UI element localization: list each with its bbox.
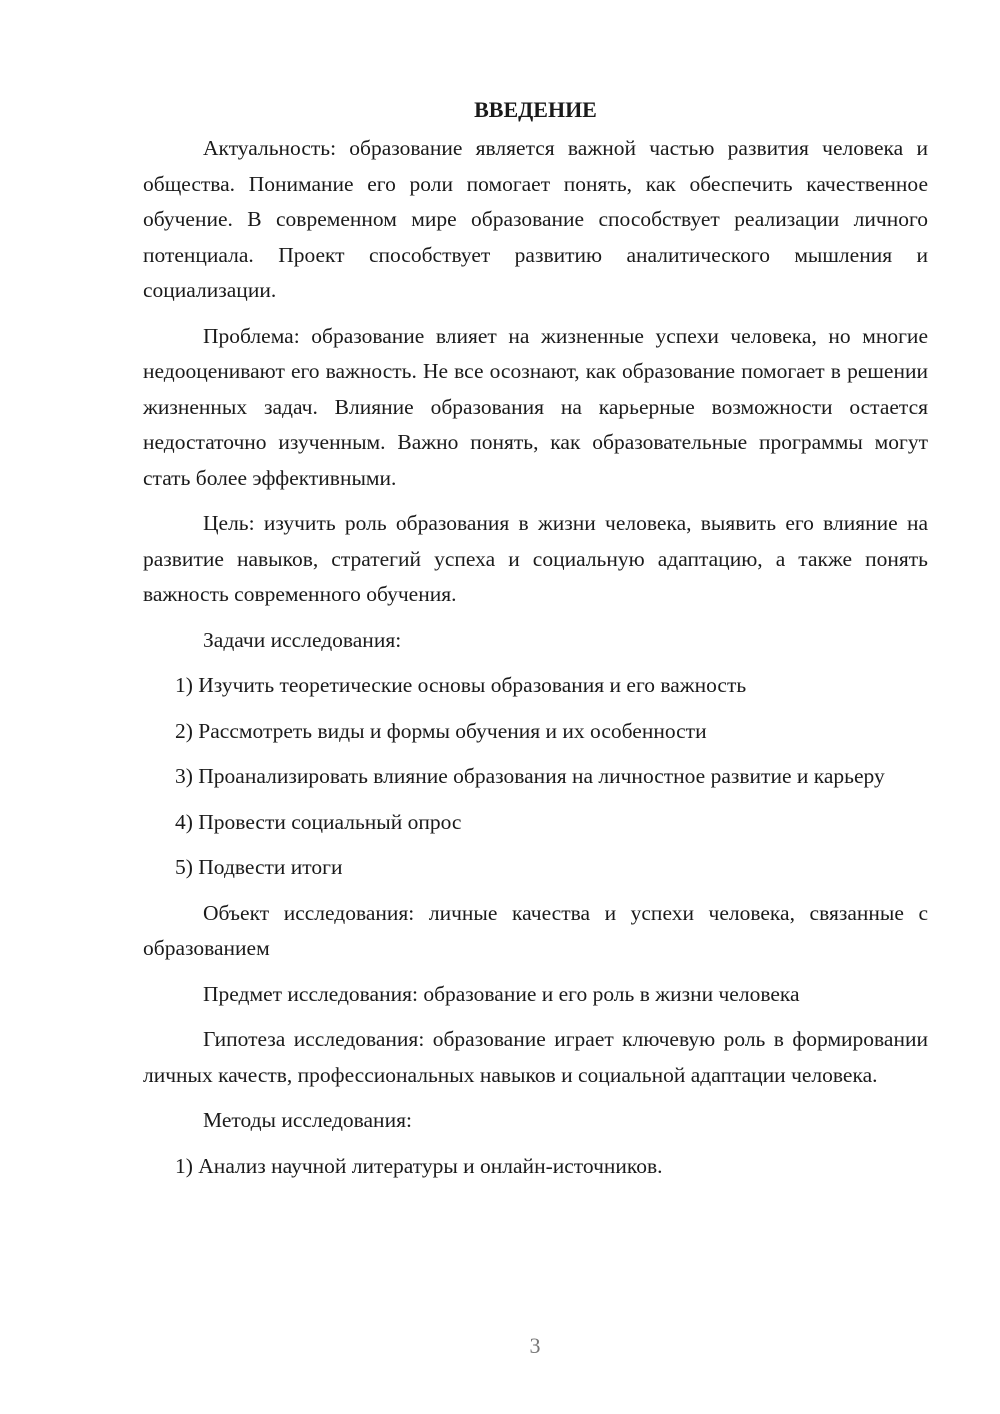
task-item: 1) Изучить теоретические основы образования и его важность	[175, 673, 747, 697]
methods-heading: Методы исследования:	[203, 1108, 412, 1132]
section-heading: ВВЕДЕНИЕ	[474, 97, 597, 122]
page-number: 3	[529, 1333, 541, 1358]
task-item: 3) Проанализировать влияние образования на личностное развитие и карьеру	[175, 764, 885, 788]
problem-paragraph: Проблема: образование влияет на жизненные успехи человека, но многие недооценивают его важность. Не все осознают, как образование помогает в решении жизненных задач. Влияние образования на карьерные возможности остается недостаточно изученным. Важно понять, как образовательные программы могут стать более эффективными.	[143, 323, 928, 490]
tasks-heading: Задачи исследования:	[203, 627, 402, 652]
page-content	[143, 95, 928, 1194]
subject-paragraph: Предмет исследования: образование и его роль в жизни человека	[203, 981, 800, 1006]
method-item: 1) Анализ научной литературы и онлайн-источников.	[175, 1153, 663, 1178]
task-item: 4) Провести социальный опрос	[175, 809, 462, 834]
object-paragraph: Объект исследования: личные качества и успехи человека, связанные с образованием	[143, 900, 928, 960]
task-item: 5) Подвести итоги	[175, 855, 343, 879]
task-item: 2) Рассмотреть виды и формы обучения и их особенности	[175, 718, 707, 743]
hypothesis-paragraph: Гипотеза исследования: образование играет ключевую роль в формировании личных качеств, профессиональных навыков и социальной адаптации человека.	[143, 1027, 928, 1087]
relevance-paragraph: Актуальность: образование является важной частью развития человека и общества. Понимание его роли помогает понять, как обеспечить качественное обучение. В современном мире образование способствует реализации личного потенциала. Проект способствует развитию аналитического мышления и социализации.	[143, 136, 928, 302]
goal-paragraph: Цель: изучить роль образования в жизни человека, выявить его влияние на развитие навыков, стратегий успеха и социальную адаптацию, а также понять важность современного обучения.	[143, 511, 928, 606]
